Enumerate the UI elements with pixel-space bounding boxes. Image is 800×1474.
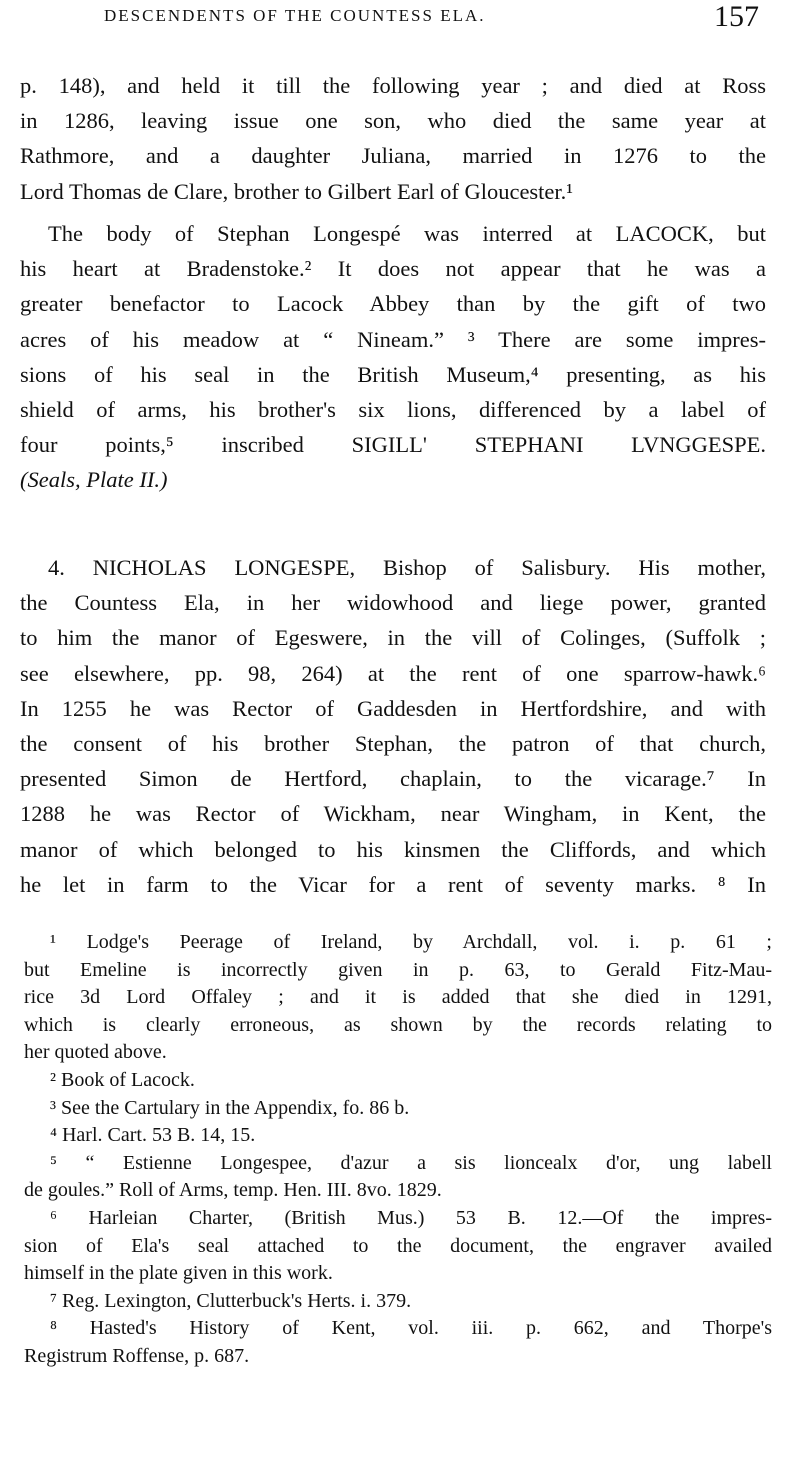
footnote-line: ³ See the Cartulary in the Appendix, fo. 86 b. (50, 1096, 410, 1119)
footnote-line: ⁶ Harleian Charter, (British Mus.) 53 B. 12.—Of the impres- (50, 1207, 772, 1229)
text-line: to him the manor of Egeswere, in the vill of Colinges, (Suffolk ; (20, 625, 766, 651)
text-line: the Countess Ela, in her widowhood and liege power, granted (20, 590, 766, 616)
footnote-line: but Emeline is incorrectly given in p. 63, to Gerald Fitz-Mau- (24, 958, 772, 981)
text-line: sions of his seal in the British Museum,⁴ presenting, as his (20, 361, 766, 387)
text-line: in 1286, leaving issue one son, who died the same year at (20, 108, 766, 134)
footnote-line: ⁴ Harl. Cart. 53 B. 14, 15. (50, 1124, 256, 1147)
footnote-line: ⁷ Reg. Lexington, Clutterbuck's Herts. i. 379. (50, 1289, 412, 1312)
footnote-line: ⁸ Hasted's History of Kent, vol. iii. p. 662, and Thorpe's (50, 1317, 772, 1340)
footnote-line: her quoted above. (24, 1041, 167, 1064)
footnote-line: himself in the plate given in this work. (24, 1262, 333, 1285)
footnote-line: which is clearly erroneous, as shown by the records relating to (24, 1013, 772, 1036)
text-line: In 1255 he was Rector of Gaddesden in Hertfordshire, and with (20, 695, 766, 721)
text-line: shield of arms, his brother's six lions, differenced by a label of (20, 397, 766, 422)
text-line: manor of which belonged to his kinsmen the Cliffords, and which (20, 836, 766, 862)
footnote-line: ⁵ “ Estienne Longespee, d'azur a sis lioncealx d'or, ung labell (50, 1151, 772, 1174)
footnote-line: ² Book of Lacock. (50, 1069, 195, 1091)
text-line: The body of Stephan Longespé was interred at LACOCK, but (48, 221, 766, 246)
page-number: 157 (714, 0, 759, 33)
text-line: greater benefactor to Lacock Abbey than by the gift of two (20, 291, 766, 317)
text-line: 1288 he was Rector of Wickham, near Wingham, in Kent, the (20, 801, 766, 827)
running-title: DESCENDENTS OF THE COUNTESS ELA. (104, 6, 486, 25)
text-line: Rathmore, and a daughter Juliana, married in 1276 to the (20, 143, 766, 169)
text-line: (Seals, Plate II.) (20, 467, 168, 493)
text-line: p. 148), and held it till the following year ; and died at Ross (20, 73, 766, 98)
text-line: he let in farm to the Vicar for a rent of seventy marks. ⁸ In (20, 871, 766, 897)
text-line: the consent of his brother Stephan, the patron of that church, (20, 731, 766, 756)
text-line: acres of his meadow at “ Nineam.” ³ There are some impres- (20, 326, 766, 352)
footnote-line: Registrum Roffense, p. 687. (24, 1345, 250, 1367)
footnote-line: de goules.” Roll of Arms, temp. Hen. III. 8vo. 1829. (24, 1179, 442, 1202)
text-line: four points,⁵ inscribed SIGILL' STEPHANI LVNGGESPE. (20, 432, 766, 458)
text-line: presented Simon de Hertford, chaplain, to the vicarage.⁷ In (20, 766, 766, 792)
text-line: see elsewhere, pp. 98, 264) at the rent of one sparrow-hawk.⁶ (20, 660, 766, 686)
text-line: his heart at Bradenstoke.² It does not appear that he was a (20, 256, 766, 282)
footnote-line: ¹ Lodge's Peerage of Ireland, by Archdall, vol. i. p. 61 ; (50, 931, 772, 953)
footnote-line: rice 3d Lord Offaley ; and it is added that she died in 1291, (24, 986, 772, 1009)
footnote-line: sion of Ela's seal attached to the document, the engraver availed (24, 1234, 772, 1257)
text-line: 4. NICHOLAS LONGESPE, Bishop of Salisbury. His mother, (48, 555, 766, 580)
text-line: Lord Thomas de Clare, brother to Gilbert Earl of Gloucester.¹ (20, 178, 574, 204)
